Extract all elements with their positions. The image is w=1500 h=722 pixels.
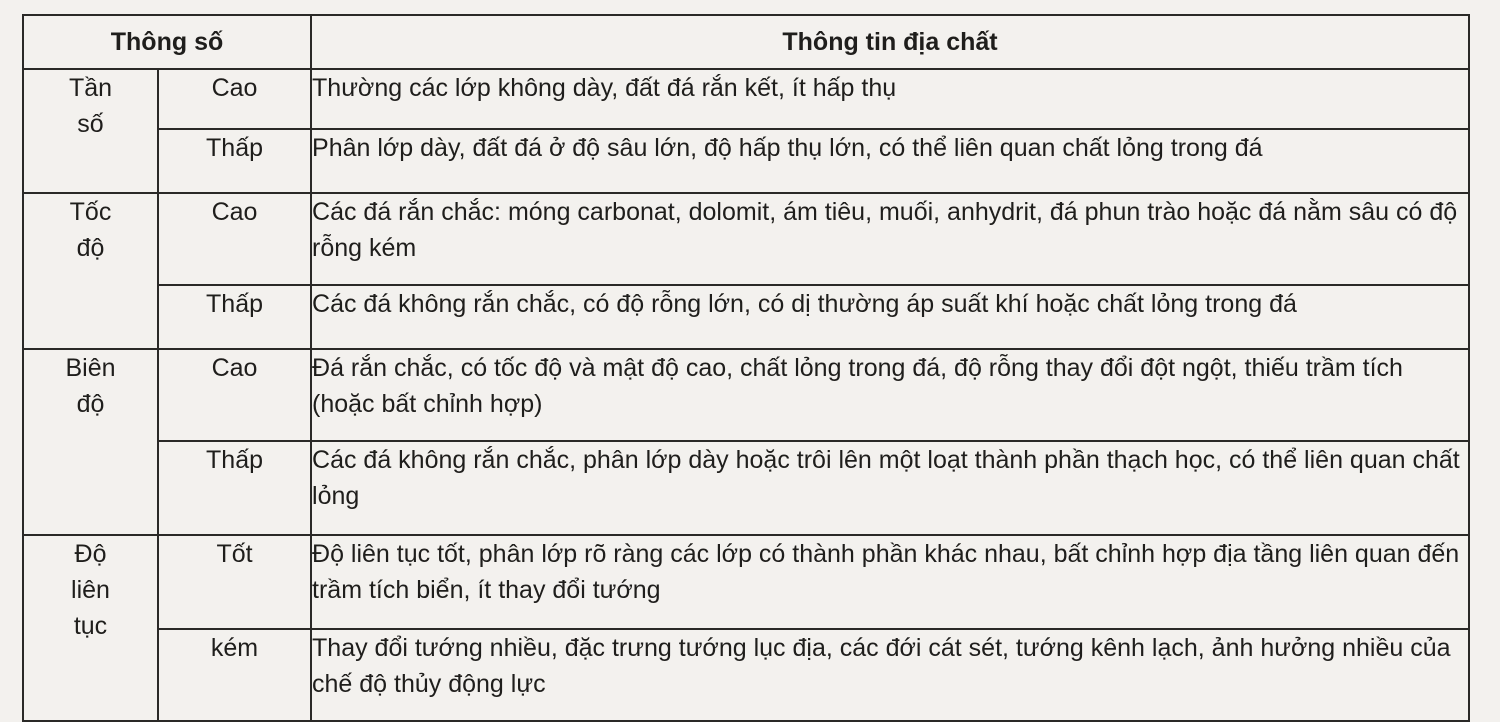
level-cell: Cao — [158, 69, 311, 129]
parameter-velocity: Tốc độ — [23, 193, 158, 349]
level-cell: Tốt — [158, 535, 311, 629]
parameter-amplitude: Biên độ — [23, 349, 158, 535]
level-cell: Thấp — [158, 285, 311, 349]
geology-parameter-table — [22, 14, 1470, 722]
parameter-frequency: Tần số — [23, 69, 158, 193]
info-cell: Phân lớp dày, đất đá ở độ sâu lớn, độ hấp thụ lớn, có thể liên quan chất lỏng trong đá — [311, 129, 1469, 193]
info-cell: Các đá không rắn chắc, phân lớp dày hoặc trôi lên một loạt thành phần thạch học, có thể liên quan chất lỏng — [311, 441, 1469, 535]
header-geology-info: Thông tin địa chất — [311, 15, 1469, 69]
table-row — [23, 349, 1469, 441]
info-cell: Thay đổi tướng nhiều, đặc trưng tướng lục địa, các đới cát sét, tướng kênh lạch, ảnh hưởng nhiều của chế độ thủy động lực — [311, 629, 1469, 721]
header-row — [23, 15, 1469, 69]
level-cell: Cao — [158, 349, 311, 441]
level-cell: Thấp — [158, 441, 311, 535]
table-row — [23, 129, 1469, 193]
level-cell: Cao — [158, 193, 311, 285]
info-cell: Thường các lớp không dày, đất đá rắn kết, ít hấp thụ — [311, 69, 1469, 129]
header-parameter: Thông số — [23, 15, 311, 69]
table-row — [23, 441, 1469, 535]
table-row — [23, 535, 1469, 629]
table-row — [23, 193, 1469, 285]
info-cell: Các đá rắn chắc: móng carbonat, dolomit, ám tiêu, muối, anhydrit, đá phun trào hoặc đá nằm sâu có độ rỗng kém — [311, 193, 1469, 285]
parameter-continuity: Độ liên tục — [23, 535, 158, 721]
info-cell: Độ liên tục tốt, phân lớp rõ ràng các lớp có thành phần khác nhau, bất chỉnh hợp địa tầng liên quan đến trầm tích biển, ít thay đổi tướng — [311, 535, 1469, 629]
info-cell: Đá rắn chắc, có tốc độ và mật độ cao, chất lỏng trong đá, độ rỗng thay đổi đột ngột, thiếu trầm tích (hoặc bất chỉnh hợp) — [311, 349, 1469, 441]
level-cell: Thấp — [158, 129, 311, 193]
table-row — [23, 629, 1469, 721]
table-row — [23, 285, 1469, 349]
table-row — [23, 69, 1469, 129]
level-cell: kém — [158, 629, 311, 721]
info-cell: Các đá không rắn chắc, có độ rỗng lớn, có dị thường áp suất khí hoặc chất lỏng trong đá — [311, 285, 1469, 349]
